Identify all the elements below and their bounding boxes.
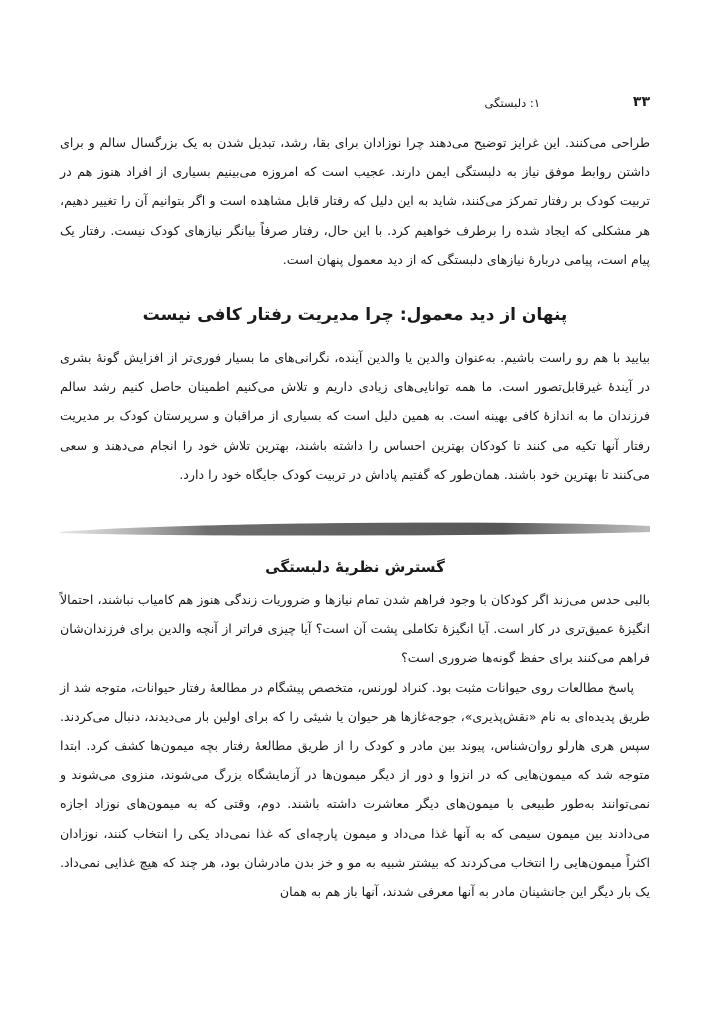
intro-text-block [60, 128, 650, 274]
section-2-text-block [60, 585, 650, 906]
section-divider [60, 520, 650, 538]
intro-paragraph: طراحی می‌کنند. این غرایز توضیح می‌دهند چرا نوزادان برای بقا، رشد، تبدیل شدن به یک بزرگسال سالم و برای داشتن روابط موفق نیاز به دلبستگی ایمن دارند. عجیب است که امروزه می‌بینیم بسیاری از افراد هنوز هم در تربیت کودک بر رفتار تمرکز می‌کنند، شاید به این دلیل که رفتار قابل مشاهده است و اگر بتوانیم آن را تغییر دهیم، هر مشکلی که ایجاد شده را برطرف خواهیم کرد. با این حال، رفتار صرفاً بیانگر نیازهای کودک نیست. رفتار یک پیام است، پیامی دربارهٔ نیازهای دلبستگی که از دید معمول پنهان است. [60, 135, 650, 267]
section-2-paragraph-2: پاسخ مطالعات روی حیوانات مثبت بود. کنراد لورنس، متخصص پیشگام در مطالعهٔ رفتار حیوانات، متوجه شد از طریق پدیده‌ای به نام «نقش‌پذیری»، جوجه‌غازها هر حیوان یا شیئی را که برای اولین بار می‌دیدند، دنبال می‌کردند. سپس هری هارلو روان‌شناس، پیوند بین مادر و کودک را از طریق مطالعهٔ رفتار بچه میمون‌ها کشف کرد. ابتدا متوجه شد که میمون‌هایی که در انزوا و دور از دیگر میمون‌ها در آزمایشگاه بزرگ می‌شوند، منزوی می‌شوند و نمی‌توانند به‌طور طبیعی با میمون‌های دیگر معاشرت داشته باشند. دوم، وقتی که به میمون‌های نوزاد اجازه می‌دادند بین میمون سیمی که به آنها غذا می‌داد و میمون پارچه‌ای که غذا نمی‌داد یکی را انتخاب کنند، نوزادان اکثراً میمون‌هایی را انتخاب می‌کردند که بیشتر شبیه به مو و خز بدن مادرشان بود، هر چند که هیچ غذایی نمی‌داد. یک بار دیگر این جانشینان مادر به آنها معرفی شدند، آنها باز هم به همان [60, 679, 650, 900]
section-heading-attachment-theory: گسترش نظریهٔ دلبستگی [265, 558, 445, 576]
chapter-label: ۱: دلبستگی [484, 96, 540, 110]
section-1-paragraph: بیایید با هم رو راست باشیم. به‌عنوان والدین یا والدین آینده، نگرانی‌های ما بسیار فوری‌تر از افزایش گونهٔ بشری در آیندهٔ غیرقابل‌تصور است. ما همه توانایی‌های زیادی داریم و تلاش می‌کنیم اطمینان حاصل کنیم رشد سالم فرزندان ما به اندازهٔ کافی بهینه است. به همین دلیل است که بسیاری از مراقبان و سرپرستان کودک بر مدیریت رفتار آنها تکیه می کنند تا کودکان بهترین احساس را داشته باشند، بهترین تلاش خود را انجام می‌دهند و سعی می‌کنند تا بهترین خود باشند. همان‌طور که گفتیم پاداش در تربیت کودک جایگاه خود را دارد. [60, 350, 650, 482]
running-header [60, 92, 650, 116]
section-heading-behavior-management: پنهان از دید معمول: چرا مدیریت رفتار کافی نیست [142, 305, 568, 325]
page-number: ۳۳ [632, 94, 650, 110]
section-2-paragraph-1: بالبی حدس می‌زند اگر کودکان با وجود فراهم شدن تمام نیازها و ضروریات زندگی هنوز هم کامیاب نباشند، احتمالاً انگیزهٔ عمیق‌تری در کار است. آیا انگیزهٔ تکاملی پشت آن است؟ آیا چیزی فراتر از آنچه والدین برای فرزندان‌شان فراهم می‌کنند برای حفظ گونه‌ها ضروری است؟ [60, 592, 650, 666]
section-1-text-block [60, 343, 650, 489]
